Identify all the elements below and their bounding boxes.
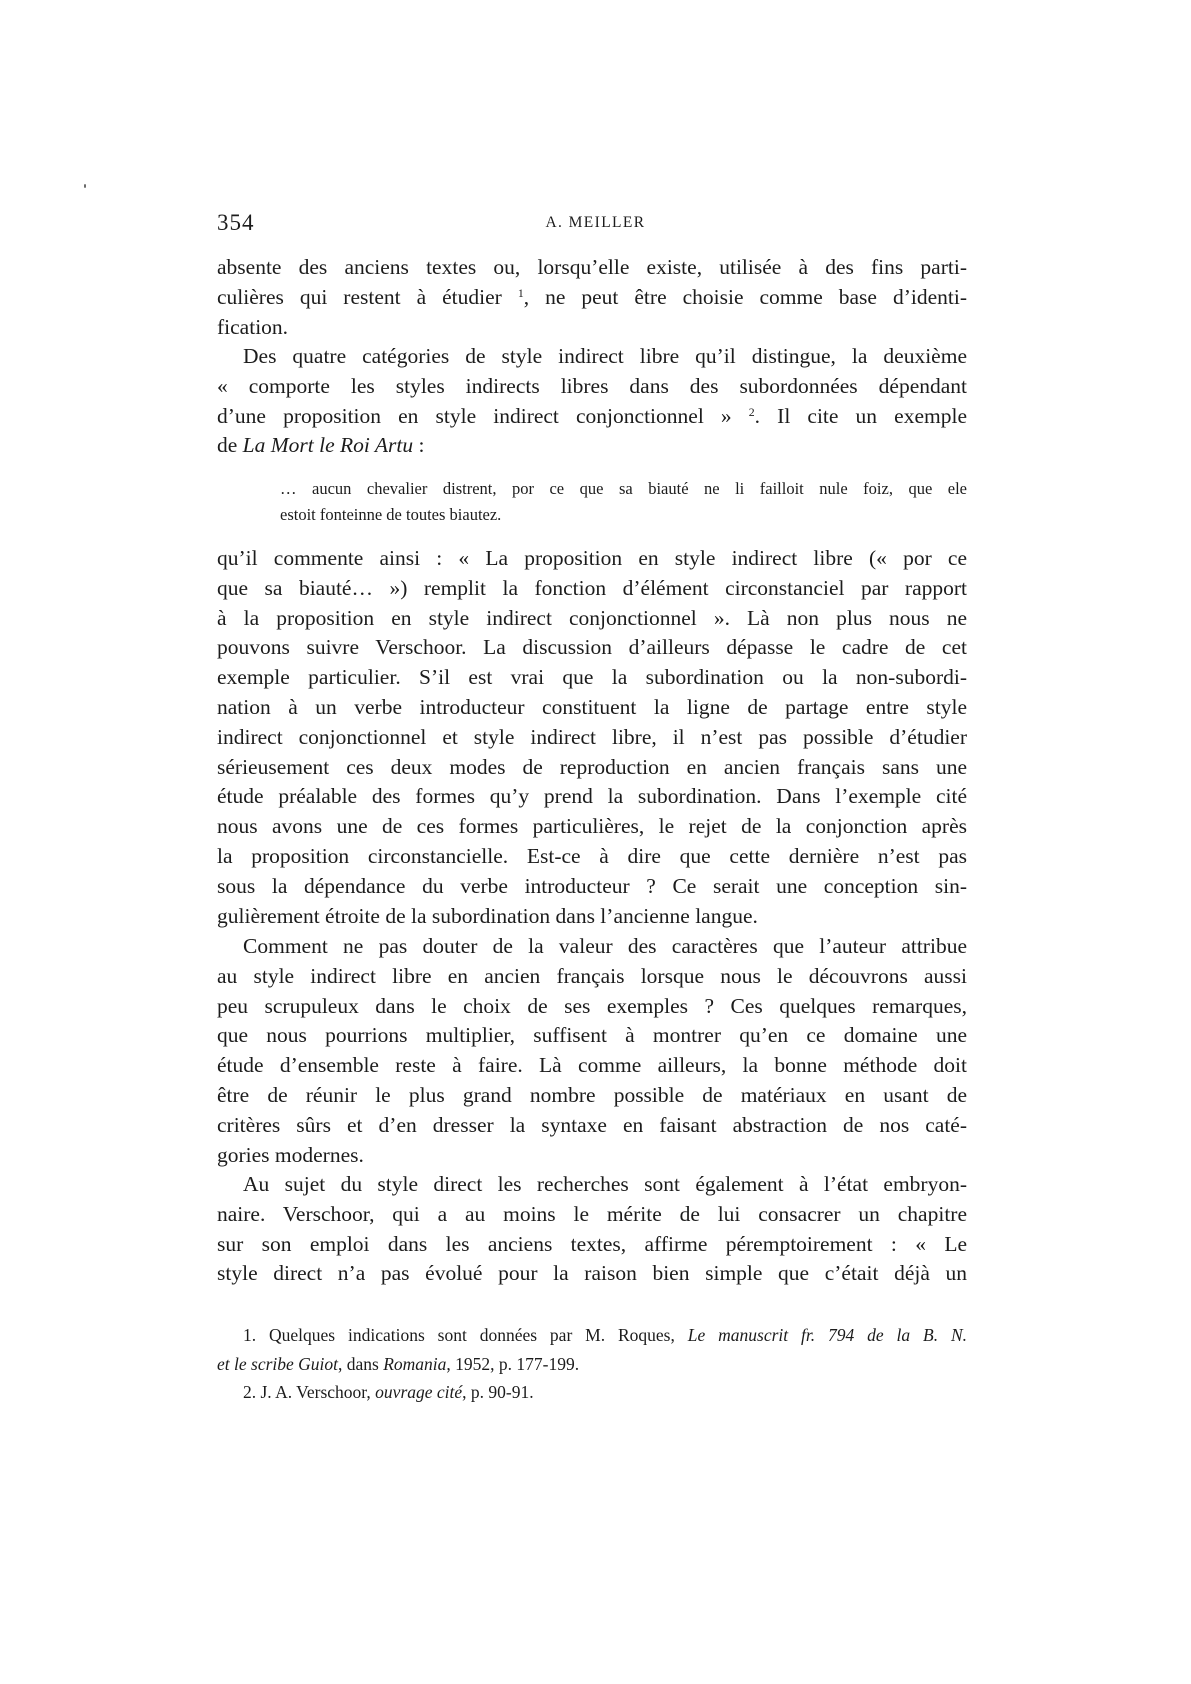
text-run: , 1952, p. 177-199.	[446, 1353, 580, 1374]
text-line: nous avons une de ces formes particulières, le rejet de la conjonction après	[217, 814, 967, 839]
text-line: sur son emploi dans les anciens textes, affirme péremptoirement : « Le	[217, 1231, 967, 1256]
text-line	[217, 1350, 967, 1379]
text-line: « comporte les styles indirects libres dans des subordonnées dépendant	[217, 373, 967, 398]
text-line: que nous pourrions multiplier, suffisent à montrer qu’en ce domaine une	[217, 1023, 967, 1048]
text-line: sous la dépendance du verbe introducteur ? Ce serait une conception sin-	[217, 873, 967, 898]
running-head: A. MEILLER	[545, 214, 646, 231]
italic-text: Romania	[383, 1353, 447, 1374]
text-line: que sa biauté… ») remplit la fonction d’élément circonstanciel par rapport	[217, 575, 967, 600]
text-line: indirect conjonctionnel et style indirect libre, il n’est pas possible d’étudier	[217, 724, 967, 749]
text-line	[217, 431, 967, 461]
text-line: au style indirect libre en ancien français lorsque nous le découvrons aussi	[217, 963, 967, 988]
paragraph	[217, 253, 967, 342]
footnote-1	[217, 1321, 967, 1378]
paragraph	[217, 544, 967, 931]
text-line: … aucun chevalier distrent, por ce que sa biauté ne li failloit nule foiz, que ele	[280, 479, 967, 498]
text-line: absente des anciens textes ou, lorsqu’elle existe, utilisée à des fins parti-	[217, 255, 967, 279]
text-line: Comment ne pas douter de la valeur des caractères que l’auteur attribue	[243, 934, 967, 958]
footnote-ref: 2	[748, 404, 755, 419]
text-line: être de réunir le plus grand nombre possible de matériaux en usant de	[217, 1082, 967, 1107]
text-run: . Il cite un exemple	[754, 403, 967, 428]
italic-text: Le manuscrit fr. 794 de la B. N.	[687, 1325, 967, 1345]
text-line: sérieusement ces deux modes de reproduction en ancien français sans une	[217, 754, 967, 779]
footnote-ref: 1	[517, 285, 524, 300]
paragraph	[217, 932, 967, 1170]
text-line	[217, 402, 967, 432]
text-line: estoit fonteinne de toutes biautez.	[280, 505, 502, 524]
text-line	[217, 283, 967, 313]
text-run: de	[217, 433, 243, 458]
page-number: 354	[217, 210, 255, 235]
scan-speck	[84, 184, 86, 188]
italic-text: La Mort le Roi Artu	[242, 433, 414, 458]
text-line: à la proposition en style indirect conjonctionnel ». Là non plus nous ne	[217, 605, 967, 630]
text-line: fication.	[217, 314, 289, 339]
text-line: style direct n’a pas évolué pour la raison bien simple que c’était déjà un	[217, 1261, 967, 1286]
italic-text: ouvrage cité	[375, 1382, 463, 1402]
text-line: naire. Verschoor, qui a au moins le mérite de lui consacrer un chapitre	[217, 1201, 967, 1226]
text-run: culières qui restent à étudier	[217, 284, 518, 309]
text-run: d’une proposition en style indirect conjonctionnel »	[217, 403, 749, 428]
paragraph	[217, 342, 967, 461]
text-line: gories modernes.	[217, 1142, 364, 1167]
text-line: nation à un verbe introducteur constituent la ligne de partage entre style	[217, 694, 967, 719]
text-line	[217, 1321, 967, 1350]
text-run: , ne peut être choisie comme base d’identi-	[523, 284, 967, 309]
text-run: , p. 90-91.	[462, 1382, 534, 1402]
text-line: gulièrement étroite de la subordination dans l’ancienne langue.	[217, 903, 758, 928]
paragraph	[217, 1170, 967, 1289]
text-line: critères sûrs et d’en dresser la syntaxe en faisant abstraction de nos caté-	[217, 1112, 967, 1137]
text-line: Des quatre catégories de style indirect libre qu’il distingue, la deuxième	[243, 344, 967, 368]
text-line	[217, 1378, 967, 1407]
italic-text: et le scribe Guiot	[217, 1353, 339, 1374]
text-run: 2. J. A. Verschoor,	[243, 1382, 376, 1402]
text-run: , dans	[338, 1353, 384, 1374]
block-quote	[280, 476, 967, 528]
text-line: Au sujet du style direct les recherches sont également à l’état embryon-	[243, 1172, 967, 1196]
text-line: la proposition circonstancielle. Est-ce à dire que cette dernière n’est pas	[217, 843, 967, 868]
footnote-2	[217, 1378, 967, 1407]
text-line: pouvons suivre Verschoor. La discussion d’ailleurs dépasse le cadre de cet	[217, 635, 967, 660]
text-line: exemple particulier. S’il est vrai que la subordination ou la non-subordi-	[217, 665, 967, 690]
text-run: :	[413, 433, 425, 458]
text-run: 1. Quelques indications sont données par M. Roques,	[243, 1325, 688, 1345]
text-line: étude préalable des formes qu’y prend la subordination. Dans l’exemple cité	[217, 784, 967, 809]
text-line: peu scrupuleux dans le choix de ses exemples ? Ces quelques remarques,	[217, 993, 967, 1018]
text-line: qu’il commente ainsi : « La proposition en style indirect libre (« por ce	[217, 546, 967, 570]
text-line: étude d’ensemble reste à faire. Là comme ailleurs, la bonne méthode doit	[217, 1053, 967, 1078]
